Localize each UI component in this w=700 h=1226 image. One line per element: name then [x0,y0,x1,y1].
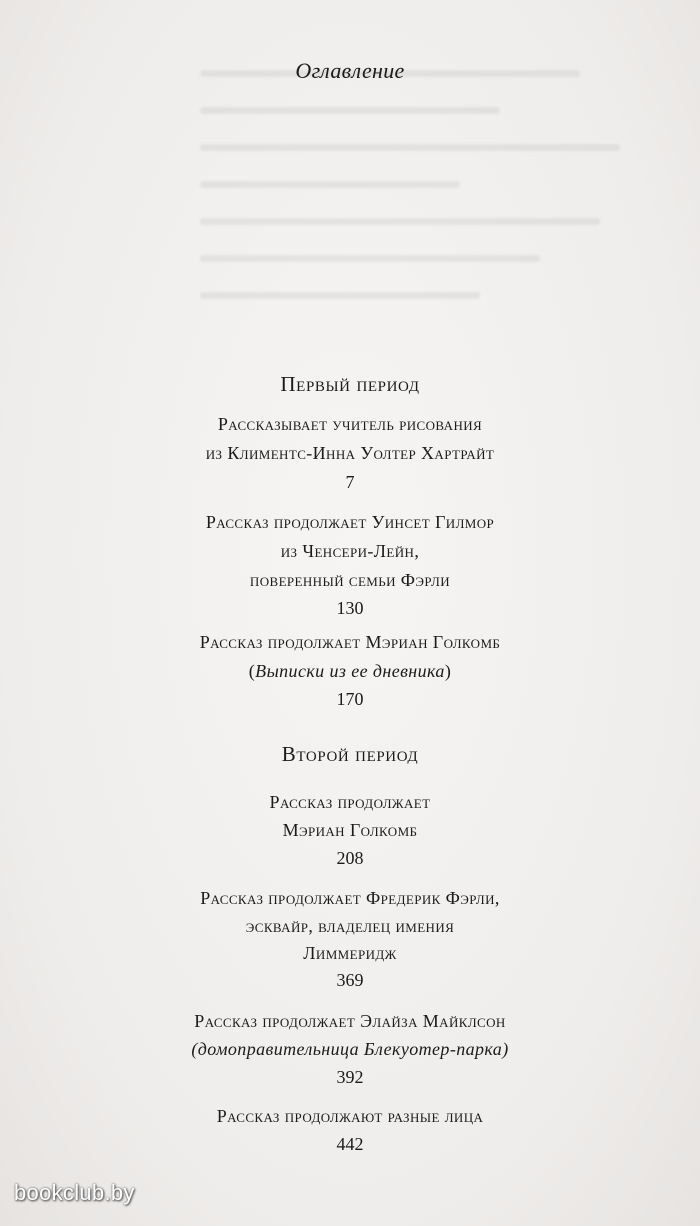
toc-entry-4-page[interactable]: 208 [336,848,364,868]
toc-entry-2-line1[interactable]: Рассказ продолжает Уинсет Гилмор [205,512,495,532]
toc-entry-6-line2[interactable]: (домоправительница Блекуотер-парка) [191,1039,509,1059]
toc-entry-5-page[interactable]: 369 [336,970,364,990]
toc-entry-1-page[interactable]: 7 [345,472,355,492]
toc-entry-3-subtitle: Выписки из ее дневника [255,661,445,681]
toc-entry-1-line2[interactable]: из Климентс-Инна Уолтер Хартрайт [205,443,495,463]
toc-entry-6-page[interactable]: 392 [336,1067,364,1087]
period-1-title: Первый период [280,372,420,396]
toc-entry-2-page[interactable]: 130 [336,598,364,618]
paren-close: ) [444,661,452,681]
toc-entry-5-line1[interactable]: Рассказ продолжает Фредерик Фэрли, [200,888,500,908]
toc-entry-3-line2[interactable] [0,661,700,682]
toc-entry-5-line3[interactable]: Лиммеридж [303,943,397,963]
toc-entry-2-line3[interactable]: поверенный семьи Фэрли [249,570,451,590]
toc-entry-6-line1[interactable]: Рассказ продолжает Элайза Майклсон [194,1011,506,1031]
toc-entry-7-line1[interactable]: Рассказ продолжают разные лица [216,1106,484,1126]
toc-entry-1-line1[interactable]: Рассказывает учитель рисования [217,414,483,434]
watermark-logo: bookclub.by [14,1180,135,1205]
toc-entry-2-line2[interactable]: из Ченсери-Лейн, [280,541,420,561]
toc-entry-7-page[interactable]: 442 [336,1134,364,1154]
toc-entry-3-line1[interactable]: Рассказ продолжает Мэриан Голкомб [199,632,501,652]
toc-entry-3-page[interactable]: 170 [336,689,364,709]
period-2-title: Второй период [281,742,419,766]
toc-entry-4-line1[interactable]: Рассказ продолжает [269,792,431,812]
toc-heading: Оглавление [295,58,405,83]
paren-open: ( [248,661,256,681]
toc-entry-4-line2[interactable]: Мэриан Голкомб [282,820,418,840]
toc-entry-5-line2[interactable]: эсквайр, владелец имения [245,916,455,936]
